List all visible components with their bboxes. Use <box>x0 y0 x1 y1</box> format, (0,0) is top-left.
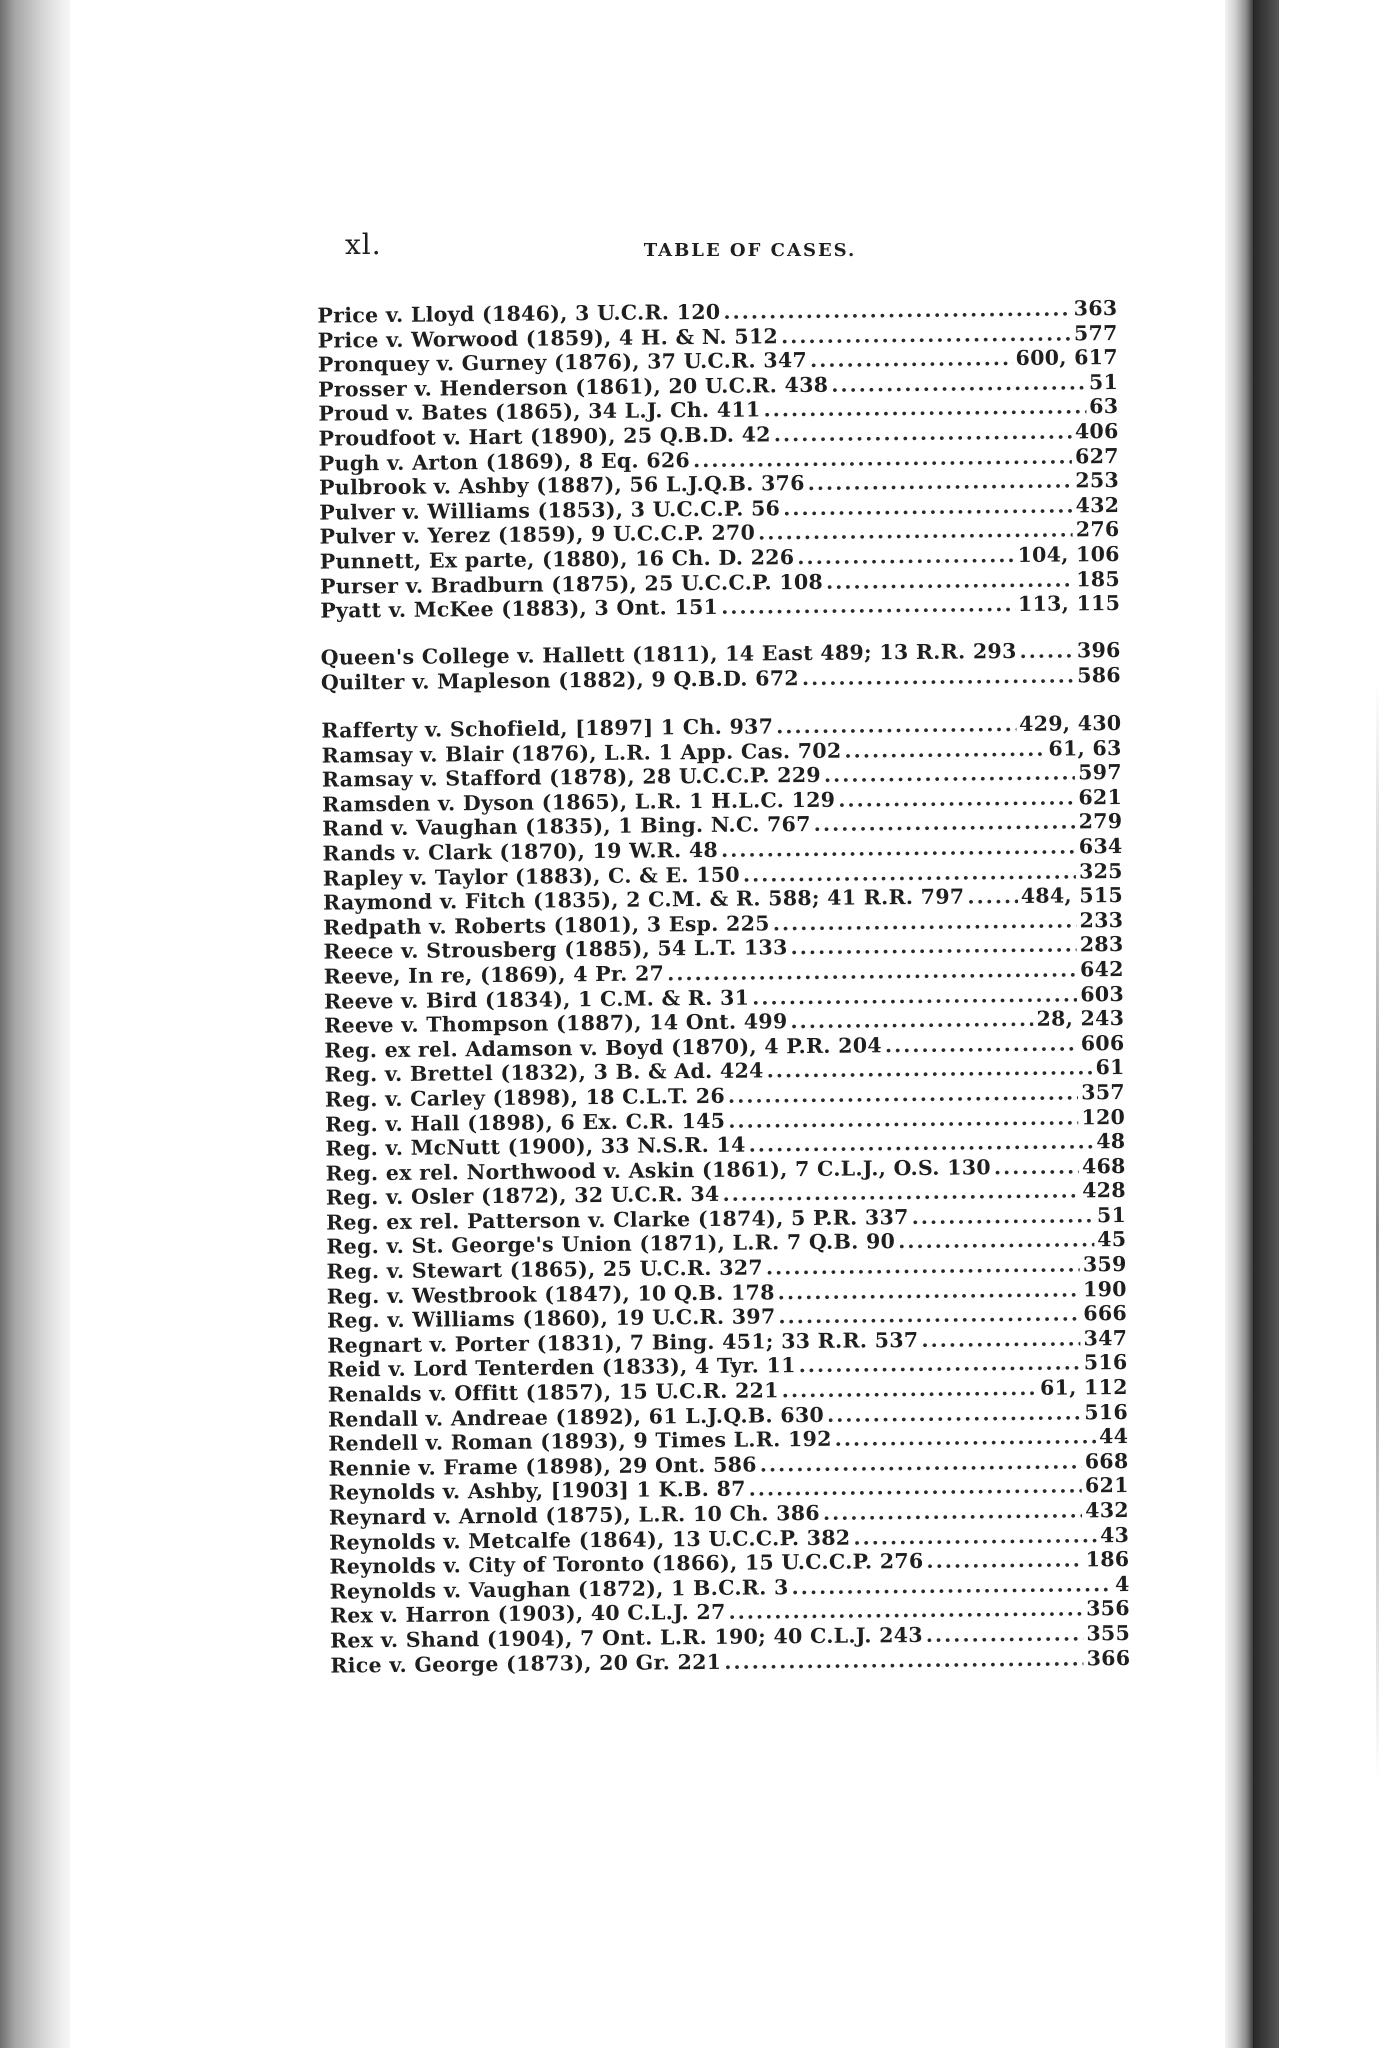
dot-leader <box>783 493 1073 520</box>
dot-leader <box>1019 638 1074 663</box>
dot-leader <box>728 1080 1078 1108</box>
case-citation: Reid v. Lord Tenterden (1833), 4 Tyr. 11 <box>327 1353 796 1383</box>
case-citation: Rex v. Shand (1904), 7 Ont. L.R. 190; 40 C.L.J. 243 <box>330 1622 923 1653</box>
dot-leader <box>722 1179 1079 1207</box>
dot-leader <box>782 1376 1038 1403</box>
case-citation: Rapley v. Taylor (1883), C. & E. 150 <box>322 862 741 891</box>
dot-leader <box>743 859 1076 887</box>
case-citation: Purser v. Bradburn (1875), 25 U.C.C.P. 108 <box>319 569 824 599</box>
page-reference: 233 <box>1079 907 1124 933</box>
case-citation: Quilter v. Mapleson (1882), 9 Q.B.D. 672 <box>320 665 800 695</box>
page-reference: 627 <box>1074 443 1119 468</box>
dot-leader <box>921 1326 1080 1352</box>
page-reference: 325 <box>1078 858 1123 883</box>
case-citation: Reg. v. Carley (1898), 18 C.L.T. 26 <box>324 1083 726 1112</box>
case-citation: Reg. v. McNutt (1900), 33 N.S.R. 14 <box>325 1132 746 1161</box>
case-citation: Pugh v. Arton (1869), 8 Eq. 626 <box>318 447 691 476</box>
case-citation: Reg. ex rel. Patterson v. Clarke (1874), 5 P.R. 337 <box>326 1204 909 1235</box>
case-citation: Reynolds v. Vaughan (1872), 1 B.C.R. 3 <box>329 1574 789 1604</box>
case-citation: Rex v. Harron (1903), 40 C.L.J. 27 <box>329 1600 726 1628</box>
page-reference: 468 <box>1081 1153 1126 1179</box>
page-reference: 597 <box>1078 760 1122 785</box>
page-reference: 484, 515 <box>1020 883 1124 909</box>
page-reference: 429, 430 <box>1019 710 1122 736</box>
dot-leader <box>926 1621 1084 1647</box>
case-citation: Rafferty v. Schofield, [1897] 1 Ch. 937 <box>321 714 774 743</box>
page-reference: 185 <box>1076 566 1121 591</box>
case-citation: Price v. Lloyd (1846), 3 U.C.R. 120 <box>317 299 721 328</box>
case-citation: Queen's College v. Hallett (1811), 14 East 489; 13 R.R. 293 <box>320 638 1017 670</box>
page-reference: 104, 106 <box>1017 541 1120 567</box>
case-citation: Proudfoot v. Hart (1890), 25 Q.B.D. 42 <box>318 422 771 451</box>
dot-leader <box>781 321 1071 348</box>
dot-leader <box>885 1031 1078 1057</box>
dot-leader <box>749 1474 1083 1502</box>
page-reference: 51 <box>1096 1202 1127 1228</box>
dot-leader <box>823 1498 1083 1525</box>
case-group-p <box>317 296 1120 623</box>
page-reference: 44 <box>1098 1424 1129 1449</box>
dot-leader <box>853 1523 1097 1550</box>
page-reference: 28, 243 <box>1036 1006 1125 1031</box>
page-reference: 4 <box>1114 1571 1130 1596</box>
dot-leader <box>790 1007 1033 1034</box>
dot-leader <box>724 1646 1084 1674</box>
dot-leader <box>827 1400 1081 1427</box>
page-reference: 603 <box>1080 981 1125 1006</box>
dot-leader <box>760 1449 1082 1477</box>
dot-leader <box>838 785 1075 812</box>
page-reference: 120 <box>1081 1104 1126 1129</box>
case-citation: Rendell v. Roman (1893), 9 Times L.R. 192 <box>328 1427 832 1456</box>
dot-leader <box>749 1129 1094 1157</box>
page-reference: 359 <box>1082 1252 1127 1277</box>
page-reference: 428 <box>1082 1178 1126 1203</box>
page-reference: 634 <box>1078 833 1123 859</box>
dot-leader <box>835 1424 1097 1451</box>
case-citation: Redpath v. Roberts (1801), 3 Esp. 225 <box>323 911 770 940</box>
page-reference: 61, 63 <box>1048 735 1122 761</box>
page-reference: 113, 115 <box>1017 591 1121 617</box>
dot-leader <box>774 419 1072 446</box>
dot-leader <box>808 469 1073 496</box>
dot-leader <box>778 1302 1080 1329</box>
page-reference: 668 <box>1084 1448 1129 1474</box>
case-citation: Reg. v. Westbrook (1847), 10 Q.B. 178 <box>326 1279 775 1309</box>
dot-leader <box>728 1105 1078 1133</box>
case-citation: Reece v. Strousberg (1885), 54 L.T. 133 <box>323 935 788 964</box>
dot-leader <box>778 1277 1081 1304</box>
dot-leader <box>773 908 1077 936</box>
dot-leader <box>802 663 1075 690</box>
dot-leader <box>926 1548 1082 1574</box>
case-citation: Pronquey v. Gurney (1876), 37 U.C.R. 347 <box>317 348 808 377</box>
page-reference: 43 <box>1099 1522 1130 1547</box>
case-citation: Punnett, Ex parte, (1880), 16 Ch. D. 226 <box>319 545 795 574</box>
dot-leader <box>810 346 1013 373</box>
case-citation: Reg. ex rel. Northwood v. Askin (1861), 7 C.L.J., O.S. 130 <box>325 1154 992 1186</box>
case-citation: Reeve v. Bird (1834), 1 C.M. & R. 31 <box>323 985 750 1014</box>
page-reference: 600, 617 <box>1015 345 1118 371</box>
case-citation: Ramsay v. Stafford (1878), 28 U.C.C.P. 229 <box>321 763 821 792</box>
case-citation: Pulver v. Yerez (1859), 9 U.C.C.P. 270 <box>319 520 756 550</box>
dot-leader <box>824 761 1076 788</box>
page-reference: 276 <box>1075 517 1120 542</box>
page-reference: 283 <box>1079 932 1124 957</box>
dot-leader <box>767 1056 1093 1084</box>
case-citation: Price v. Worwood (1859), 4 H. & N. 512 <box>317 323 779 353</box>
page-folio: xl. <box>345 228 382 261</box>
dot-leader <box>831 370 1086 397</box>
page-reference: 621 <box>1084 1473 1129 1498</box>
page-reference: 61, 112 <box>1039 1374 1128 1400</box>
case-citation: Reg. v. Brettel (1832), 3 B. & Ad. 424 <box>324 1058 764 1087</box>
dot-leader <box>799 1351 1081 1378</box>
dot-leader <box>912 1203 1095 1229</box>
page-reference: 190 <box>1082 1276 1127 1302</box>
page-reference: 396 <box>1076 637 1121 663</box>
case-citation: Reynolds v. Metcalfe (1864), 13 U.C.C.P. 382 <box>329 1525 851 1555</box>
dot-leader <box>826 567 1074 594</box>
case-citation: Reg. ex rel. Adamson v. Boyd (1870), 4 P.R. 204 <box>324 1033 883 1063</box>
page-reference: 357 <box>1081 1079 1126 1105</box>
page-reference: 516 <box>1084 1399 1129 1424</box>
case-citation: Reg. v. St. George's Union (1871), L.R. 7 Q.B. 90 <box>326 1229 896 1260</box>
dot-leader <box>967 884 1018 909</box>
page-reference: 516 <box>1083 1350 1128 1375</box>
dot-leader <box>766 1252 1080 1280</box>
case-citation: Reg. v. Hall (1898), 6 Ex. C.R. 145 <box>325 1108 726 1137</box>
dot-leader <box>763 395 1086 423</box>
dot-leader <box>693 444 1072 472</box>
page-reference: 432 <box>1075 492 1120 518</box>
case-citation: Pyatt v. McKee (1883), 3 Ont. 151 <box>320 594 719 623</box>
page-reference: 51 <box>1088 369 1119 395</box>
case-citation: Rice v. George (1873), 20 Gr. 221 <box>330 1649 722 1678</box>
page-reference: 48 <box>1096 1129 1126 1154</box>
case-citation: Ramsay v. Blair (1876), L.R. 1 App. Cas. 702 <box>321 738 842 768</box>
case-group-r <box>321 711 1130 1678</box>
page-reference: 577 <box>1073 320 1118 346</box>
case-citation: Raymond v. Fitch (1835), 2 C.M. & R. 588; 41 R.R. 797 <box>322 884 965 915</box>
case-citation: Reynolds v. Ashby, [1903] 1 K.B. 87 <box>328 1477 746 1506</box>
page-reference: 279 <box>1078 809 1123 834</box>
page-reference: 666 <box>1083 1301 1128 1326</box>
page-reference: 432 <box>1085 1497 1130 1523</box>
page-reference: 355 <box>1086 1620 1131 1646</box>
dot-leader <box>758 518 1073 546</box>
dot-leader <box>844 736 1045 763</box>
case-citation: Pulver v. Williams (1853), 3 U.C.C.P. 56 <box>319 495 781 525</box>
page-reference: 406 <box>1074 418 1119 444</box>
dot-leader <box>791 1572 1112 1600</box>
page-reference: 642 <box>1079 956 1124 982</box>
case-group-q <box>321 638 1121 695</box>
case-citation: Regnart v. Porter (1831), 7 Bing. 451; 33 R.R. 537 <box>327 1327 919 1358</box>
page-reference: 61 <box>1095 1055 1125 1080</box>
dot-leader <box>797 543 1014 570</box>
case-citation: Reeve, In re, (1869), 4 Pr. 27 <box>323 961 665 989</box>
dot-leader <box>752 982 1077 1010</box>
case-citation: Reynolds v. City of Toronto (1866), 15 U.C.C.P. 276 <box>329 1549 924 1579</box>
page-reference: 356 <box>1086 1596 1130 1621</box>
dot-leader <box>898 1228 1094 1254</box>
case-citation: Reg. v. Osler (1872), 32 U.C.R. 34 <box>325 1182 720 1210</box>
case-citation: Renalds v. Offitt (1857), 15 U.C.R. 221 <box>327 1378 779 1407</box>
page-reference: 363 <box>1073 295 1118 321</box>
page-reference: 586 <box>1077 662 1122 687</box>
case-citation: Rand v. Vaughan (1835), 1 Bing. N.C. 767 <box>322 812 811 842</box>
dot-leader <box>723 296 1071 324</box>
page-reference: 45 <box>1097 1227 1127 1252</box>
case-citation: Pulbrook v. Ashby (1887), 56 L.J.Q.B. 376 <box>318 471 805 500</box>
page-reference: 186 <box>1085 1547 1130 1572</box>
case-citation: Rennie v. Frame (1898), 29 Ont. 586 <box>328 1452 757 1481</box>
page-reference: 63 <box>1089 394 1119 419</box>
case-citation: Rendall v. Andreae (1892), 61 L.J.Q.B. 630 <box>327 1402 825 1432</box>
case-citation: Prosser v. Henderson (1861), 20 U.C.R. 438 <box>318 372 829 402</box>
dot-leader <box>790 933 1076 960</box>
case-citation: Rands v. Clark (1870), 19 W.R. 48 <box>322 837 719 866</box>
dot-leader <box>776 712 1016 739</box>
case-citation: Ramsden v. Dyson (1865), L.R. 1 H.L.C. 129 <box>322 787 836 817</box>
case-citation: Reg. v. Williams (1860), 19 U.C.R. 397 <box>326 1304 776 1333</box>
case-citation: Reynard v. Arnold (1875), L.R. 10 Ch. 386 <box>328 1500 821 1530</box>
case-citation: Reg. v. Stewart (1865), 25 U.C.R. 327 <box>326 1255 764 1284</box>
page-reference: 366 <box>1086 1645 1131 1670</box>
dot-leader <box>721 834 1076 862</box>
page-reference: 606 <box>1080 1030 1125 1056</box>
page-reference: 621 <box>1078 784 1123 810</box>
dot-leader <box>814 810 1076 837</box>
dot-leader <box>721 592 1015 619</box>
case-citation: Proud v. Bates (1865), 34 L.J. Ch. 411 <box>318 397 761 427</box>
dot-leader <box>728 1597 1083 1625</box>
case-citation: Reeve v. Thompson (1887), 14 Ont. 499 <box>324 1009 788 1038</box>
page-reference: 253 <box>1075 468 1120 493</box>
page-reference: 347 <box>1083 1325 1128 1351</box>
page-title: TABLE OF CASES. <box>643 240 857 261</box>
dot-leader <box>994 1154 1079 1179</box>
